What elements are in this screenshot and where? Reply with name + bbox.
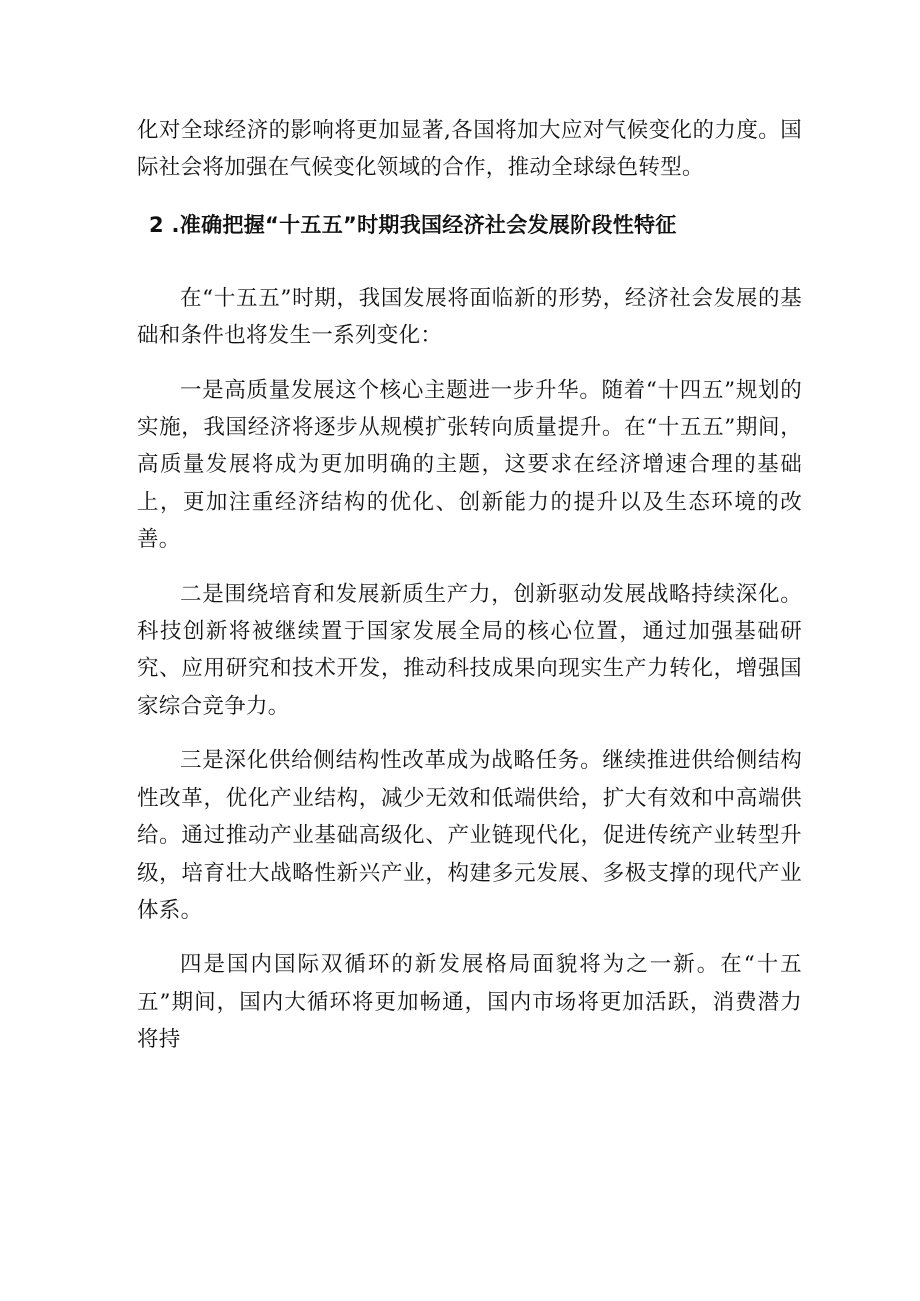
section-heading: 2 .准确把握“十五五”时期我国经济社会发展阶段性特征 [149, 212, 677, 237]
document-body [137, 112, 802, 1059]
point-three-paragraph: 三是深化供给侧结构性改革成为战略任务。继续推进供给侧结构性改革，优化产业结构，减少无效和低端供给，扩大有效和中高端供给。通过推动产业基础高级化、产业链现代化，促进传统产业转型升级，培育壮大战略性新兴产业，构建多元发展、多极支撑的现代产业体系。 [137, 748, 802, 923]
continuation-paragraph: 化对全球经济的影响将更加显著,各国将加大应对气候变化的力度。国际社会将加强在气候变化领域的合作，推动全球绿色转型。 [137, 118, 802, 181]
point-one-paragraph: 一是高质量发展这个核心主题进一步升华。随着“十四五”规划的实施，我国经济将逐步从规模扩张转向质量提升。在“十五五”期间，高质量发展将成为更加明确的主题，这要求在经济增速合理的基础上，更加注重经济结构的优化、创新能力的提升以及生态环境的改善。 [137, 377, 802, 553]
point-two-paragraph: 二是围绕培育和发展新质生产力，创新驱动发展战略持续深化。科技创新将被继续置于国家发展全局的核心位置，通过加强基础研究、应用研究和技术开发，推动科技成果向现实生产力转化，增强国家综合竞争力。 [137, 581, 802, 719]
point-four-paragraph: 四是国内国际双循环的新发展格局面貌将为之一新。在“十五五”期间，国内大循环将更加畅通，国内市场将更加活跃，消费潜力将持 [137, 952, 802, 1053]
intro-paragraph: 在“十五五”时期，我国发展将面临新的形势，经济社会发展的基础和条件也将发生一系列变化： [137, 285, 802, 349]
